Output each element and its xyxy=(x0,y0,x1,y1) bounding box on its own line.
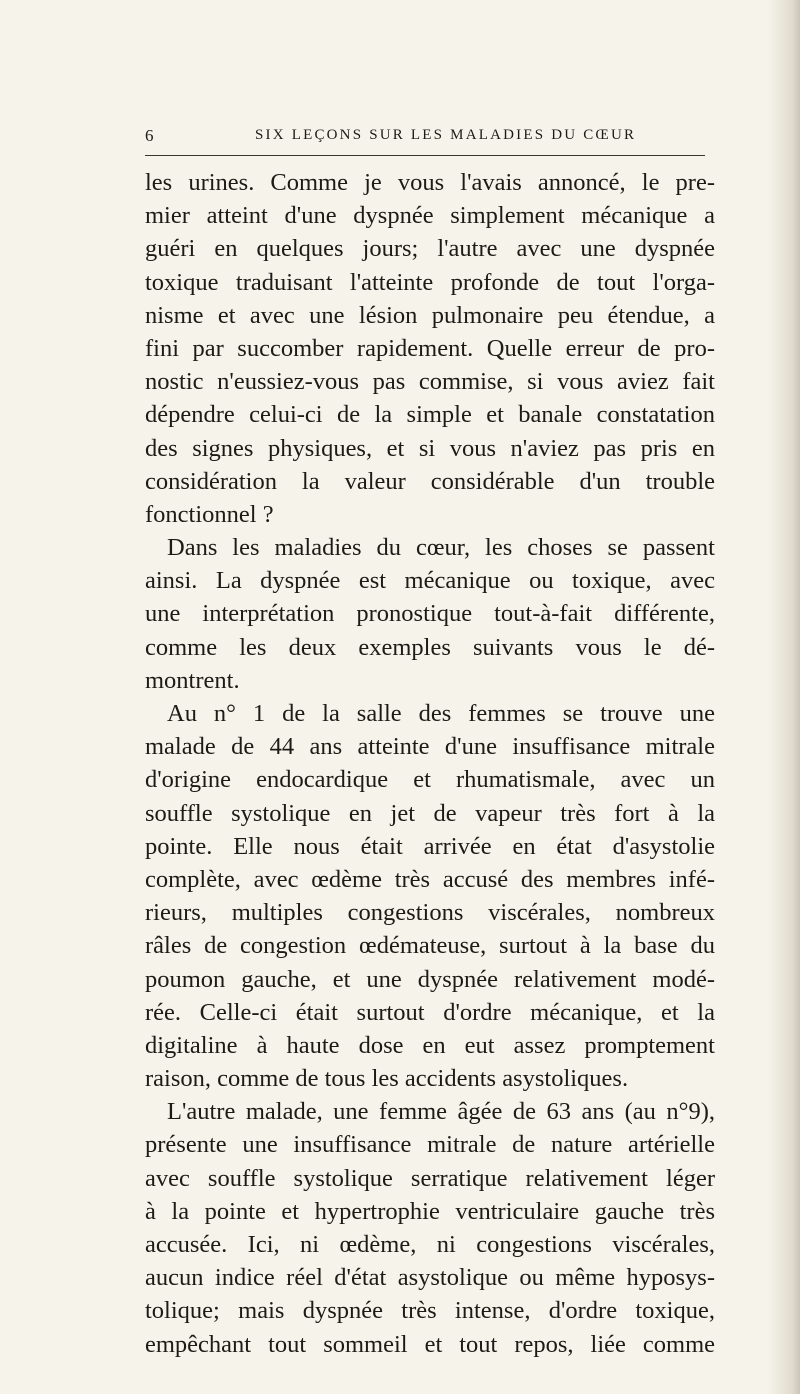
running-title: SIX LEÇONS SUR LES MALADIES DU CŒUR xyxy=(255,127,637,143)
paragraph-start: Dans les maladies du cœur, les choses se passent xyxy=(167,534,715,562)
text-line: rée. Celle-ci était surtout d'ordre mécanique, et la xyxy=(145,998,715,1026)
text-line: souffle systolique en jet de vapeur très fort à la xyxy=(145,799,715,827)
text-line: considération la valeur considérable d'un trouble xyxy=(145,467,715,495)
text-line: nisme et avec une lésion pulmonaire peu étendue, a xyxy=(145,301,715,329)
text-line: aucun indice réel d'état asystolique ou même hyposys- xyxy=(145,1264,715,1292)
paragraph-start: Au n° 1 de la salle des femmes se trouve une xyxy=(167,700,715,727)
text-line: comme les deux exemples suivants vous le dé- xyxy=(145,633,715,661)
text-line: raison, comme de tous les accidents asystoliques. xyxy=(145,1065,629,1093)
text-line: malade de 44 ans atteinte d'une insuffisance mitrale xyxy=(145,733,715,761)
text-line: tolique; mais dyspnée très intense, d'ordre toxique, xyxy=(145,1297,715,1325)
running-head xyxy=(145,126,705,148)
text-line: les urines. Comme je vous l'avais annoncé, le pre- xyxy=(145,169,715,196)
text-line: râles de congestion œdémateuse, surtout à la base du xyxy=(145,932,715,960)
paragraph-start: L'autre malade, une femme âgée de 63 ans (au n°9), xyxy=(167,1098,715,1126)
header-rule xyxy=(145,155,705,156)
text-line: complète, avec œdème très accusé des membres infé- xyxy=(145,865,715,893)
text-line: ainsi. La dyspnée est mécanique ou toxique, avec xyxy=(145,567,715,595)
text-line: d'origine endocardique et rhumatismale, avec un xyxy=(145,766,715,794)
text-line: mier atteint d'une dyspnée simplement mécanique a xyxy=(145,202,715,230)
text-line: dépendre celui-ci de la simple et banale constatation xyxy=(145,401,715,429)
text-line: fini par succomber rapidement. Quelle erreur de pro- xyxy=(145,334,715,362)
text-line: guéri en quelques jours; l'autre avec une dyspnée xyxy=(145,235,715,263)
text-line: avec souffle systolique serratique relativement léger xyxy=(145,1164,715,1192)
body-text xyxy=(145,166,715,1361)
text-line: empêchant tout sommeil et tout repos, liée comme xyxy=(145,1330,715,1358)
text-line: montrent. xyxy=(145,666,240,694)
text-line: fonctionnel ? xyxy=(145,500,274,528)
text-line: des signes physiques, et si vous n'aviez pas pris en xyxy=(145,434,715,462)
text-line: poumon gauche, et une dyspnée relativement modé- xyxy=(145,965,715,993)
text-line: nostic n'eussiez-vous pas commise, si vous aviez fait xyxy=(145,368,715,396)
text-line: pointe. Elle nous était arrivée en état d'asystolie xyxy=(145,832,715,860)
text-line: digitaline à haute dose en eut assez promptement xyxy=(145,1031,715,1059)
text-line: une interprétation pronostique tout-à-fait différente, xyxy=(145,600,715,628)
text-line: rieurs, multiples congestions viscérales, nombreux xyxy=(145,899,715,927)
text-line: présente une insuffisance mitrale de nature artérielle xyxy=(145,1131,715,1159)
page-number: 6 xyxy=(145,126,155,145)
text-line: toxique traduisant l'atteinte profonde de tout l'orga- xyxy=(145,268,715,296)
text-line: accusée. Ici, ni œdème, ni congestions viscérales, xyxy=(145,1231,715,1258)
text-line: à la pointe et hypertrophie ventriculaire gauche très xyxy=(145,1197,715,1225)
